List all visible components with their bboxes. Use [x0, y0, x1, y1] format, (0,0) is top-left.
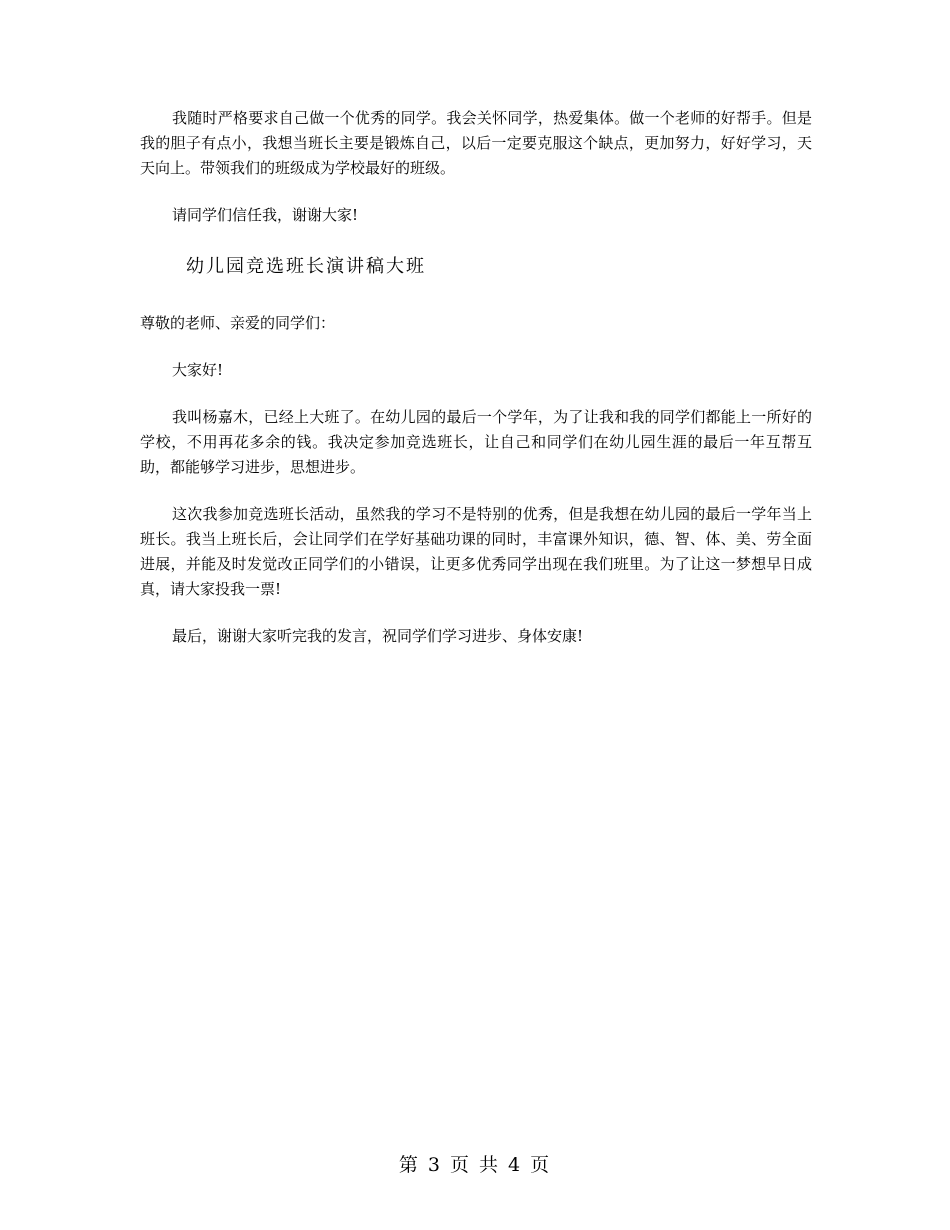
paragraph-2: 请同学们信任我，谢谢大家! [172, 206, 359, 224]
paragraph-4: 这次我参加竞选班长活动，虽然我的学习不是特别的优秀，但是我想在幼儿园的最后一学年当上班长。我当上班长后，会让同学们在学好基础功课的同时，丰富课外知识，德、智、体、美、劳全面进展，并能及时发觉改正同学们的小错误，让更多优秀同学出现在我们班里。为了让这一梦想早日成真，请大家投我一票! [140, 505, 812, 598]
section-title: 幼儿园竞选班长演讲稿大班 [186, 256, 426, 277]
document-body [140, 106, 812, 649]
paragraph-5: 最后，谢谢大家听完我的发言，祝同学们学习进步、身体安康! [172, 627, 584, 645]
salutation: 尊敬的老师、亲爱的同学们： [140, 314, 336, 332]
page-number-footer: 第 3 页 共 4 页 [398, 1154, 552, 1176]
greeting: 大家好! [172, 361, 224, 379]
paragraph-1: 我随时严格要求自己做一个优秀的同学。我会关怀同学，热爱集体。做一个老师的好帮手。但是我的胆子有点小，我想当班长主要是锻炼自己，以后一定要克服这个缺点，更加努力，好好学习，天天向上。带领我们的班级成为学校最好的班级。 [140, 109, 812, 177]
paragraph-3: 我叫杨嘉木，已经上大班了。在幼儿园的最后一个学年，为了让我和我的同学们都能上一所好的学校，不用再花多余的钱。我决定参加竞选班长，让自己和同学们在幼儿园生涯的最后一年互帮互助，都能够学习进步，思想进步。 [140, 408, 812, 476]
